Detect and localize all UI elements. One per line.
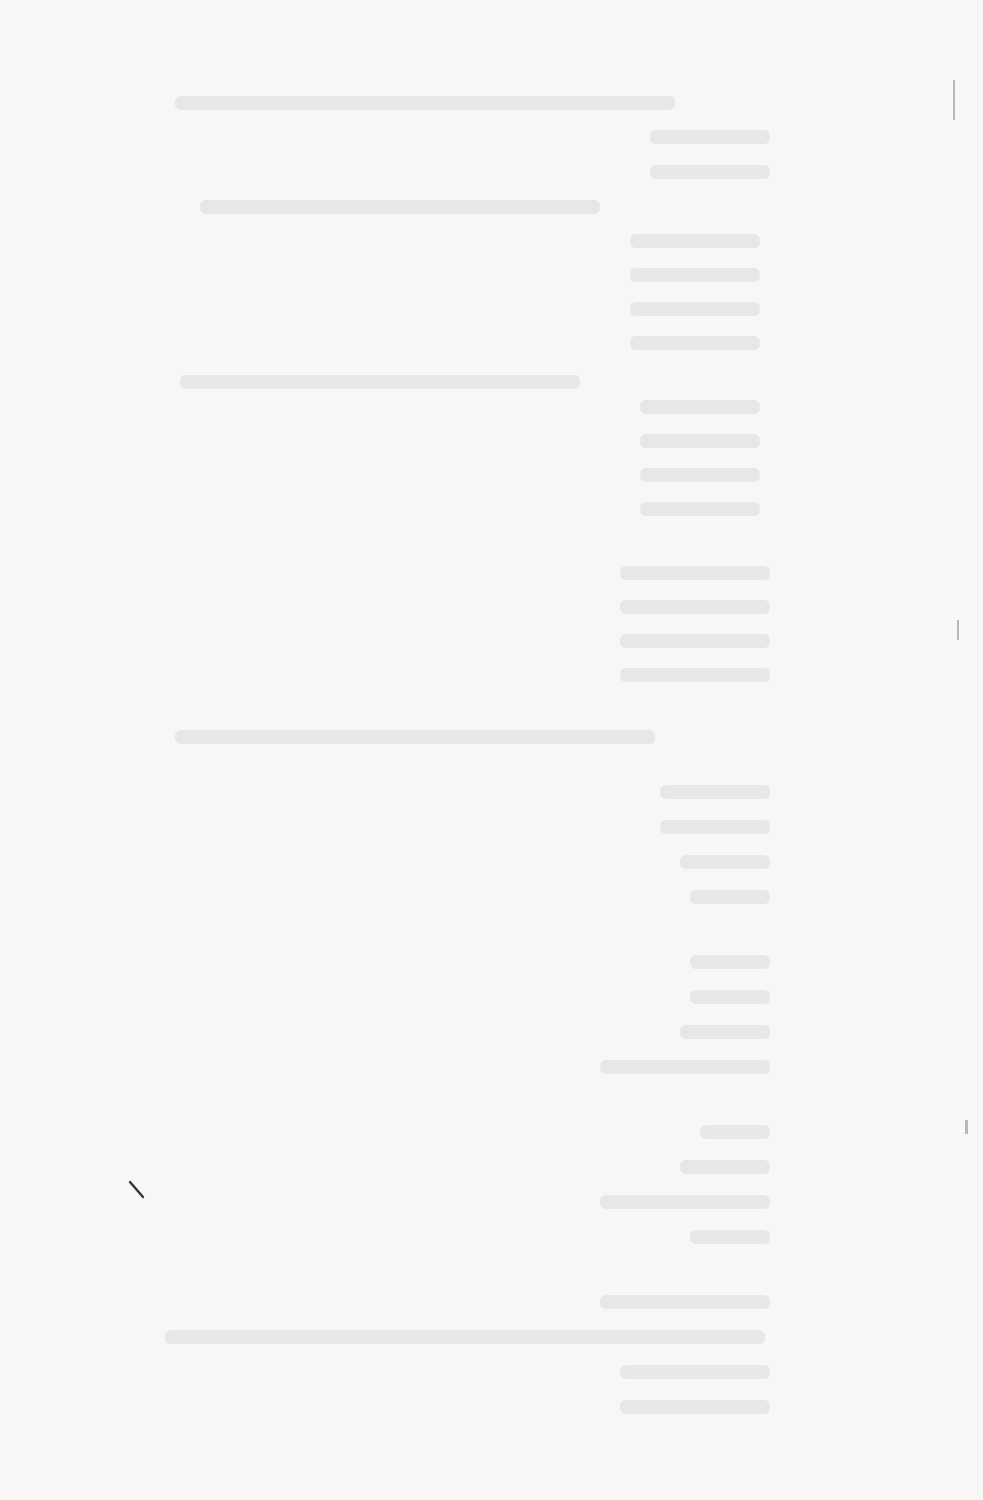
- pen-mark-icon: [128, 1180, 146, 1202]
- scan-edge: [943, 0, 983, 1500]
